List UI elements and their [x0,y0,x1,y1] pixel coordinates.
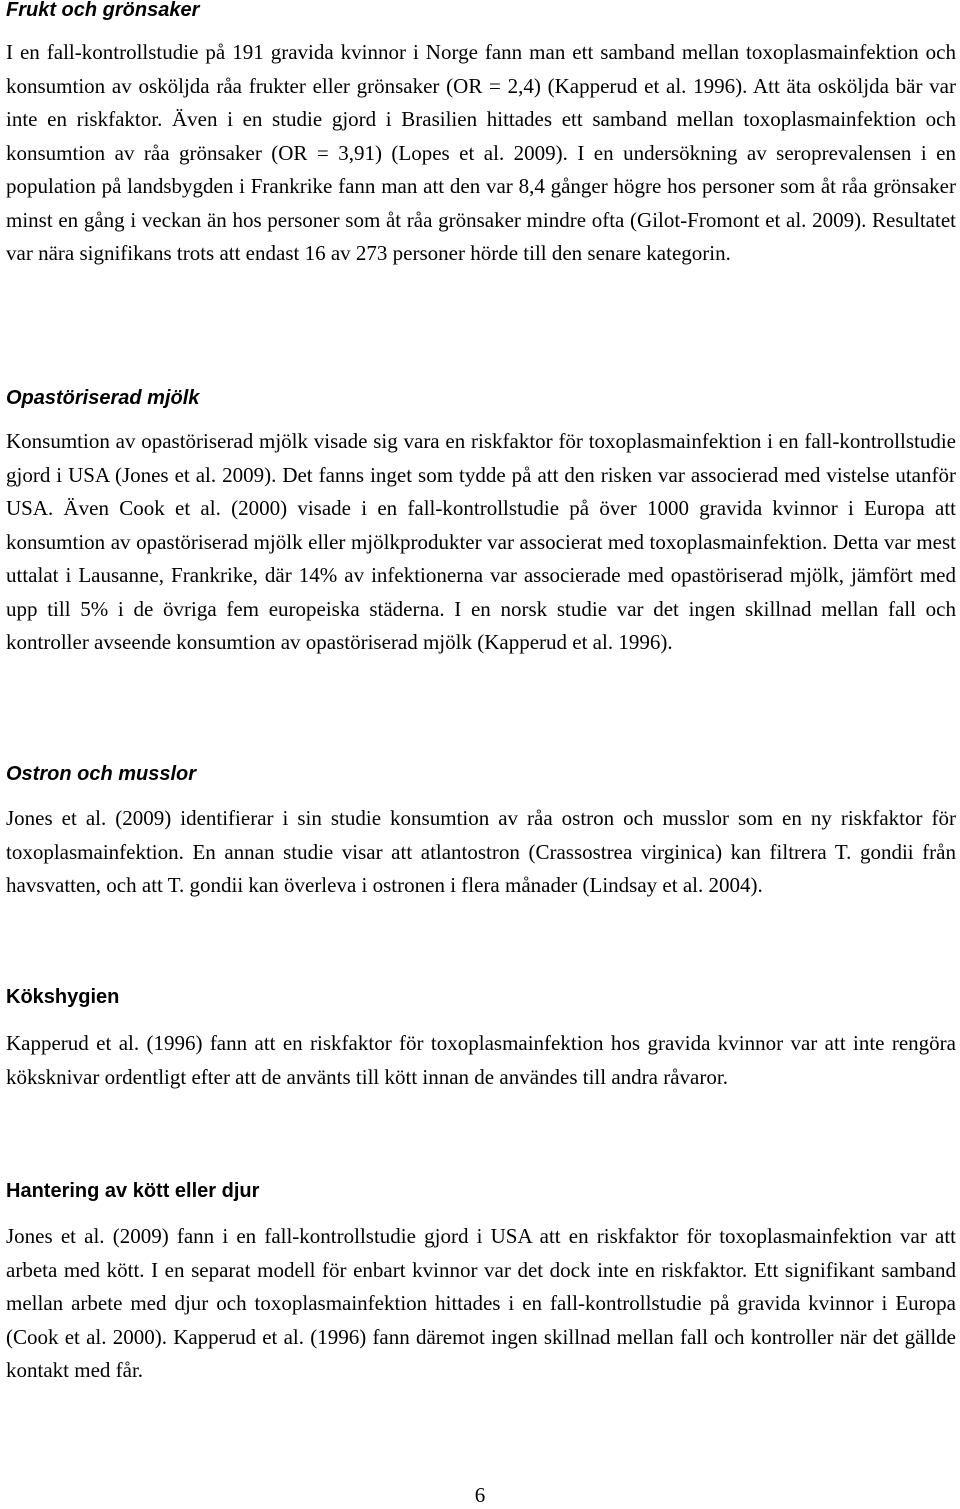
section-body-hantering: Jones et al. (2009) fann i en fall-kontrollstudie gjord i USA att en riskfaktor för toxoplasmainfektion var att arbeta med kött. I en separat modell för enbart kvinnor var det dock inte en riskfaktor. Ett signifikant samband mellan arbete med djur och toxoplasmainfektion hittades i en fall-kontrollstudie på gravida kvinnor i Europa (Cook et al. 2000). Kapperud et al. (1996) fann däremot ingen skillnad mellan fall och kontroller när det gällde kontakt med får. [6,1224,956,1382]
section-heading-hantering: Hantering av kött eller djur [6,1180,260,1202]
section-body-mjolk: Konsumtion av opastöriserad mjölk visade sig vara en riskfaktor för toxoplasmainfektion i en fall-kontrollstudie gjord i USA (Jones et al. 2009). Det fanns inget som tydde på att den risken var associerad med vistelse utanför USA. Även Cook et al. (2000) visade i en fall-kontrollstudie på över 1000 gravida kvinnor i Europa att konsumtion av opastöriserad mjölk eller mjölkprodukter var associerat med toxoplasmainfektion. Detta var mest uttalat i Lausanne, Frankrike, där 14% av infektionerna var associerade med opastöriserad mjölk, jämfört med upp till 5% i de övriga fem europeiska städerna. I en norsk studie var det ingen skillnad mellan fall och kontroller avseende konsumtion av opastöriserad mjölk (Kapperud et al. 1996). [6,429,956,654]
section-body-ostron: Jones et al. (2009) identifierar i sin studie konsumtion av råa ostron och musslor som en ny riskfaktor för toxoplasmainfektion. En annan studie visar att atlantostron (Crassostrea virginica) kan filtrera T. gondii från havsvatten, och att T. gondii kan överleva i ostronen i flera månader (Lindsay et al. 2004). [6,806,956,897]
section-body-kokshygien: Kapperud et al. (1996) fann att en riskfaktor för toxoplasmainfektion hos gravida kvinnor var att inte rengöra köksknivar ordentligt efter att de använts till kött innan de användes till andra råvaror. [6,1031,956,1089]
section-heading-kokshygien: Kökshygien [6,986,120,1008]
section-body-frukt: I en fall-kontrollstudie på 191 gravida kvinnor i Norge fann man ett samband mellan toxoplasmainfektion och konsumtion av osköljda råa frukter eller grönsaker (OR = 2,4) (Kapperud et al. 1996). Att äta osköljda bär var inte en riskfaktor. Även i en studie gjord i Brasilien hittades ett samband mellan toxoplasmainfektion och konsumtion av råa grönsaker (OR = 3,91) (Lopes et al. 2009). I en undersökning av seroprevalensen i en population på landsbygden i Frankrike fann man att den var 8,4 gånger högre hos personer som åt råa grönsaker minst en gång i veckan än hos personer som åt råa grönsaker mindre ofta (Gilot-Fromont et al. 2009). Resultatet var nära signifikans trots att endast 16 av 273 personer hörde till den senare kategorin. [6,40,956,265]
page-number: 6 [474,1483,486,1507]
section-heading-frukt: Frukt och grönsaker [6,0,200,21]
section-heading-ostron: Ostron och musslor [6,763,197,785]
section-heading-mjolk: Opastöriserad mjölk [6,387,200,409]
